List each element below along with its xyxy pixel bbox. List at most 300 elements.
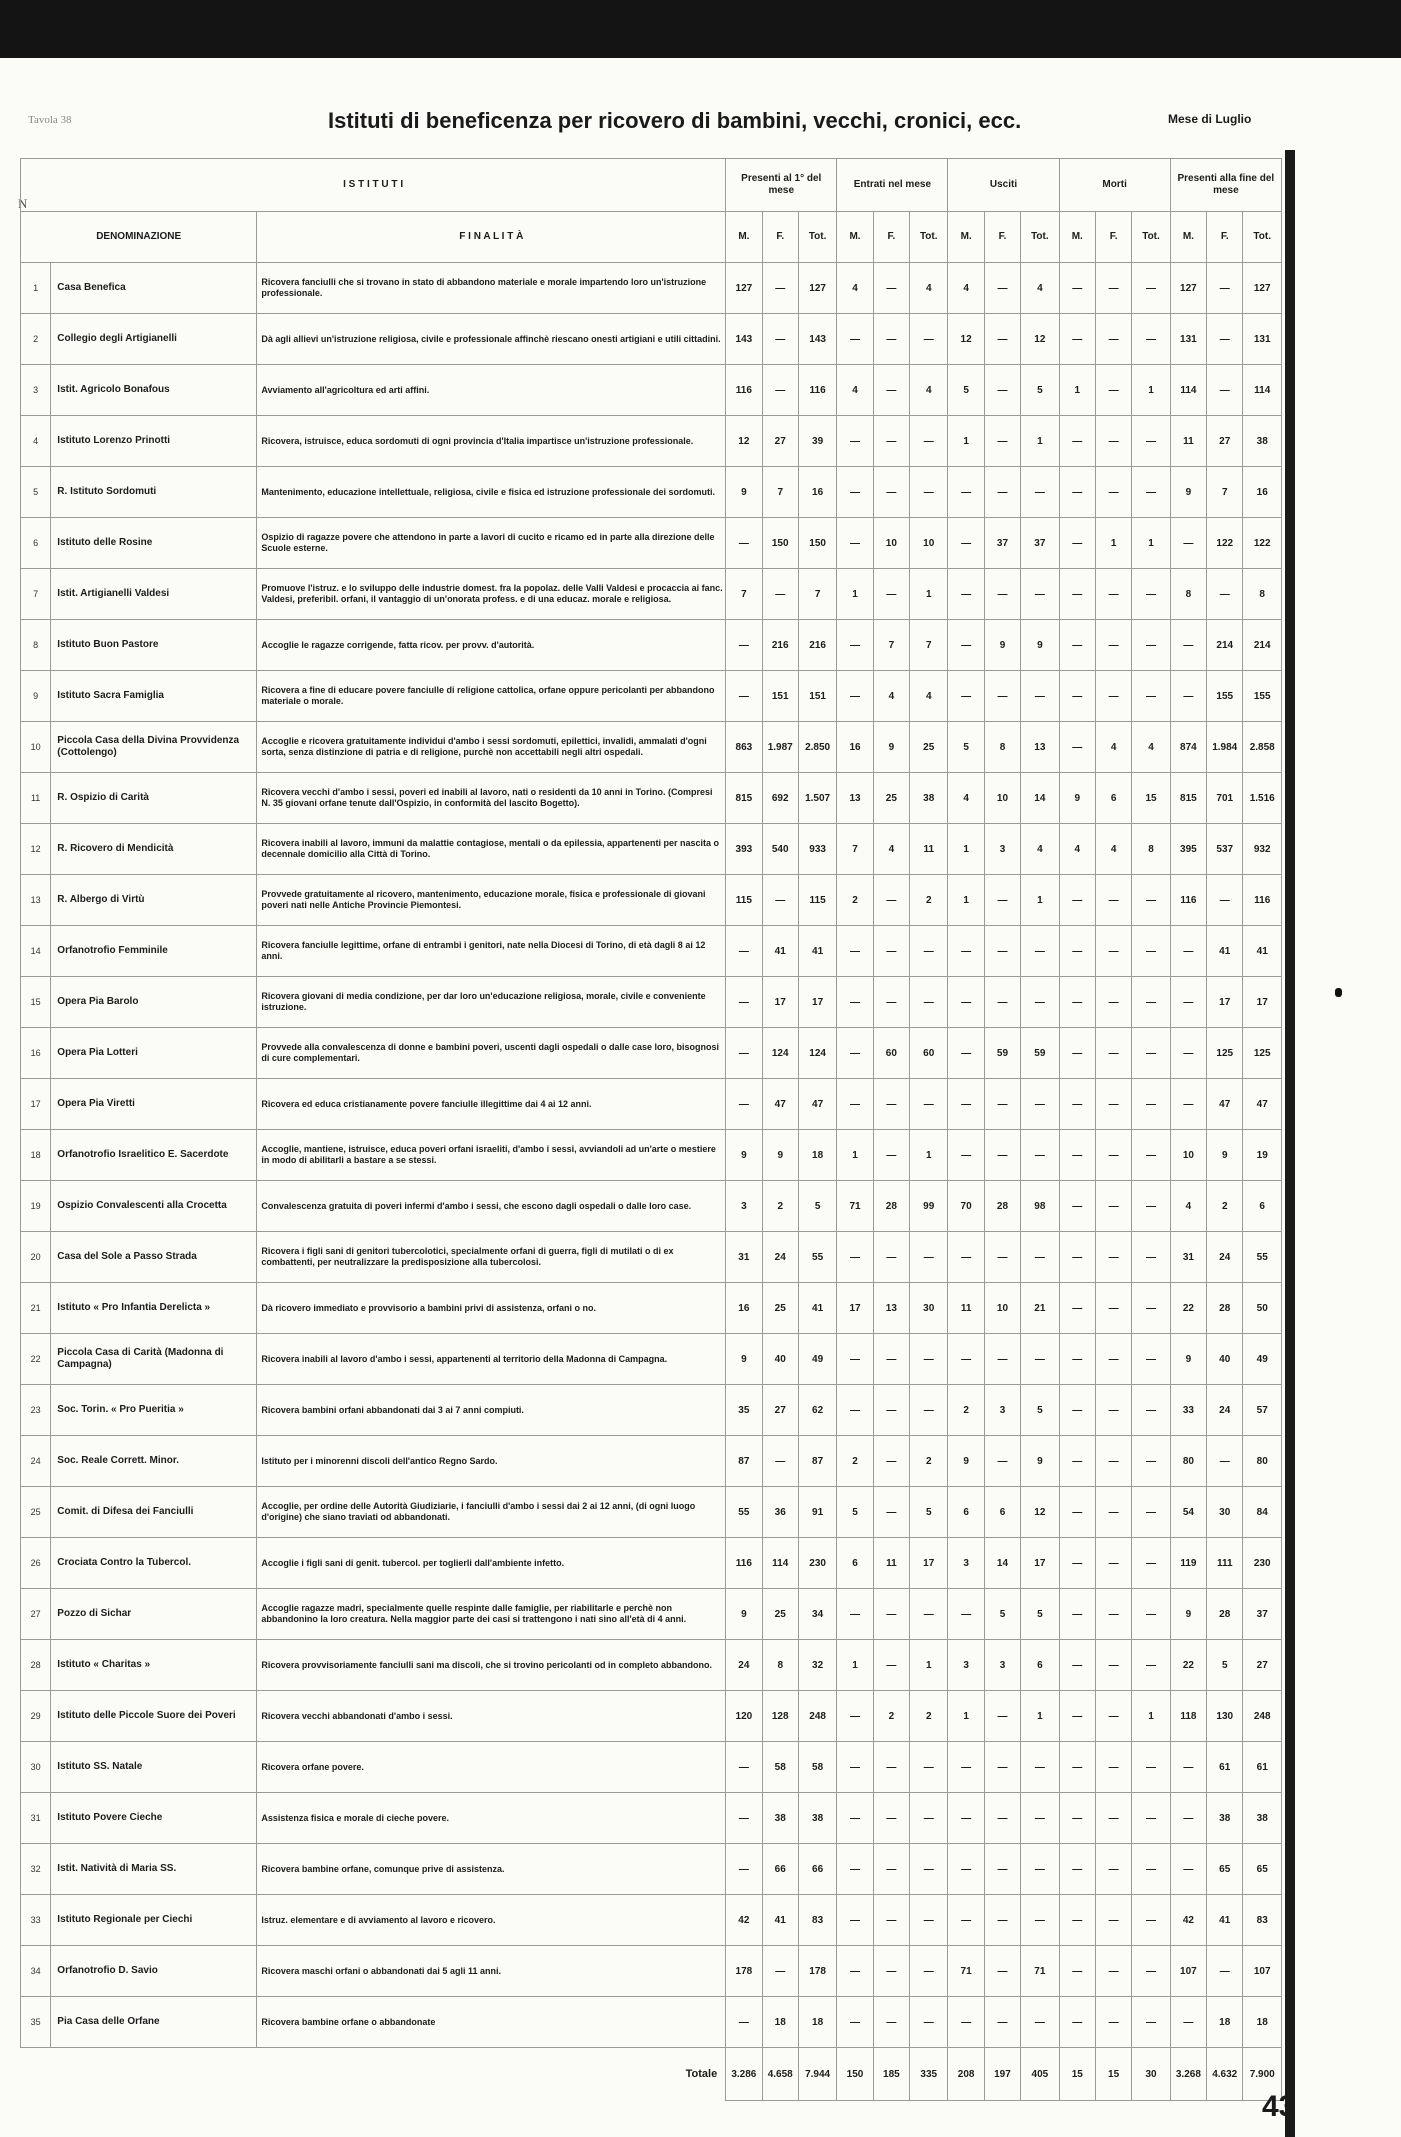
value-cell: 99 [910, 1181, 948, 1232]
institute-name: Soc. Reale Corrett. Minor. [51, 1436, 257, 1487]
value-cell: 214 [1207, 620, 1243, 671]
value-cell: 17 [1207, 977, 1243, 1028]
table-row [21, 569, 1282, 620]
value-cell: — [1095, 1028, 1131, 1079]
subheader-tot: Tot. [1243, 212, 1282, 263]
value-cell: 41 [762, 1895, 798, 1946]
value-cell: — [1095, 671, 1131, 722]
value-cell: 16 [837, 722, 873, 773]
value-cell: 5 [984, 1589, 1020, 1640]
page-number: 43 [1262, 2090, 1296, 2123]
value-cell: 13 [873, 1283, 909, 1334]
row-number: 3 [21, 365, 51, 416]
value-cell: 692 [762, 773, 798, 824]
total-cell: 3.286 [726, 2048, 762, 2101]
row-number: 15 [21, 977, 51, 1028]
institute-name: Istituto delle Piccole Suore dei Poveri [51, 1691, 257, 1742]
value-cell: — [1095, 875, 1131, 926]
value-cell: 59 [1021, 1028, 1059, 1079]
value-cell: — [984, 1130, 1020, 1181]
institute-purpose: Ricovera bambine orfane o abbandonate [257, 1997, 726, 2048]
value-cell: 16 [726, 1283, 762, 1334]
value-cell: 22 [1170, 1283, 1206, 1334]
value-cell: 1 [948, 824, 984, 875]
value-cell: 4 [910, 263, 948, 314]
value-cell: — [1095, 1436, 1131, 1487]
value-cell: — [873, 1079, 909, 1130]
table-row [21, 1946, 1282, 1997]
value-cell: — [984, 314, 1020, 365]
header-group-presenti-fine: Presenti alla fine del mese [1170, 159, 1281, 212]
value-cell: — [873, 569, 909, 620]
value-cell: — [1095, 1691, 1131, 1742]
value-cell: — [1059, 1028, 1095, 1079]
value-cell: 1 [1021, 1691, 1059, 1742]
value-cell: — [873, 1844, 909, 1895]
value-cell: 3 [984, 824, 1020, 875]
value-cell: 143 [798, 314, 836, 365]
value-cell: 127 [726, 263, 762, 314]
institute-name: Orfanotrofio Israelitico E. Sacerdote [51, 1130, 257, 1181]
value-cell: 25 [762, 1589, 798, 1640]
value-cell: 41 [1243, 926, 1282, 977]
month-label: Mese di Luglio [1168, 112, 1252, 126]
subheader-m: M. [1059, 212, 1095, 263]
header-istituti: I S T I T U T I [21, 159, 726, 212]
table-row [21, 1232, 1282, 1283]
value-cell: — [762, 314, 798, 365]
value-cell: — [1132, 314, 1170, 365]
value-cell: 59 [984, 1028, 1020, 1079]
institute-name: Istituto « Charitas » [51, 1640, 257, 1691]
value-cell: 9 [1059, 773, 1095, 824]
value-cell: — [726, 1844, 762, 1895]
value-cell: — [1059, 416, 1095, 467]
value-cell: 17 [1243, 977, 1282, 1028]
value-cell: — [1021, 1844, 1059, 1895]
value-cell: 4 [1095, 722, 1131, 773]
value-cell: 55 [726, 1487, 762, 1538]
value-cell: — [762, 875, 798, 926]
value-cell: — [837, 1385, 873, 1436]
value-cell: — [1095, 1997, 1131, 2048]
value-cell: — [1095, 1589, 1131, 1640]
row-number: 35 [21, 1997, 51, 2048]
table-row [21, 722, 1282, 773]
value-cell: — [1059, 263, 1095, 314]
value-cell: — [873, 977, 909, 1028]
value-cell: 14 [1021, 773, 1059, 824]
totals-label: Totale [685, 2068, 718, 2081]
value-cell: — [1021, 1997, 1059, 2048]
value-cell: — [910, 467, 948, 518]
value-cell: — [873, 263, 909, 314]
value-cell: 155 [1243, 671, 1282, 722]
value-cell: — [1132, 1181, 1170, 1232]
value-cell: 11 [1170, 416, 1206, 467]
value-cell: 8 [1170, 569, 1206, 620]
value-cell: 25 [762, 1283, 798, 1334]
value-cell: 12 [948, 314, 984, 365]
value-cell: 61 [1207, 1742, 1243, 1793]
table-row [21, 1385, 1282, 1436]
value-cell: 47 [762, 1079, 798, 1130]
value-cell: — [948, 1844, 984, 1895]
value-cell: 38 [1243, 416, 1282, 467]
value-cell: 71 [948, 1946, 984, 1997]
value-cell: — [1132, 1997, 1170, 2048]
value-cell: — [1021, 1895, 1059, 1946]
row-number: 8 [21, 620, 51, 671]
value-cell: 42 [726, 1895, 762, 1946]
row-number: 5 [21, 467, 51, 518]
table-row [21, 416, 1282, 467]
value-cell: — [1132, 1589, 1170, 1640]
value-cell: — [948, 1079, 984, 1130]
value-cell: — [837, 1946, 873, 1997]
value-cell: 70 [948, 1181, 984, 1232]
value-cell: 40 [1207, 1334, 1243, 1385]
total-cell: 4.658 [762, 2048, 798, 2101]
value-cell: 1 [1059, 365, 1095, 416]
value-cell: 116 [798, 365, 836, 416]
value-cell: — [726, 926, 762, 977]
value-cell: 27 [762, 416, 798, 467]
value-cell: — [1095, 1793, 1131, 1844]
value-cell: 151 [798, 671, 836, 722]
institute-purpose: Ospizio di ragazze povere che attendono in parte a lavori di cucito e ricamo ed in parte alla direzione delle Scuole esterne. [257, 518, 726, 569]
value-cell: — [1059, 620, 1095, 671]
value-cell: — [873, 1589, 909, 1640]
subheader-f: F. [984, 212, 1020, 263]
value-cell: — [1207, 569, 1243, 620]
table-row [21, 977, 1282, 1028]
row-number: 17 [21, 1079, 51, 1130]
value-cell: 87 [798, 1436, 836, 1487]
row-number: 14 [21, 926, 51, 977]
value-cell: 5 [1021, 1385, 1059, 1436]
value-cell: 2 [762, 1181, 798, 1232]
value-cell: — [873, 1385, 909, 1436]
value-cell: 1.987 [762, 722, 798, 773]
value-cell: 111 [1207, 1538, 1243, 1589]
value-cell: — [1132, 1436, 1170, 1487]
institute-name: Collegio degli Artigianelli [51, 314, 257, 365]
value-cell: — [837, 671, 873, 722]
institute-purpose: Ricovera fanciulle legittime, orfane di entrambi i genitori, nate nella Diocesi di Torino, di età dagli 8 ai 12 anni. [257, 926, 726, 977]
value-cell: — [984, 365, 1020, 416]
value-cell: 34 [798, 1589, 836, 1640]
value-cell: 28 [1207, 1589, 1243, 1640]
value-cell: 9 [1021, 1436, 1059, 1487]
value-cell: 47 [798, 1079, 836, 1130]
value-cell: 178 [798, 1946, 836, 1997]
value-cell: 540 [762, 824, 798, 875]
institute-name: Pia Casa delle Orfane [51, 1997, 257, 2048]
institute-name: Piccola Casa di Carità (Madonna di Campagna) [51, 1334, 257, 1385]
value-cell: 114 [762, 1538, 798, 1589]
value-cell: — [1095, 314, 1131, 365]
row-number: 25 [21, 1487, 51, 1538]
value-cell: — [984, 263, 1020, 314]
value-cell: — [837, 977, 873, 1028]
value-cell: — [762, 1436, 798, 1487]
value-cell: — [837, 1079, 873, 1130]
value-cell: 7 [726, 569, 762, 620]
institute-name: R. Ricovero di Mendicità [51, 824, 257, 875]
institute-purpose: Accoglie i figli sani di genit. tubercol. per toglierli dall'ambiente infetto. [257, 1538, 726, 1589]
value-cell: — [1059, 518, 1095, 569]
value-cell: — [948, 1997, 984, 2048]
value-cell: — [984, 977, 1020, 1028]
value-cell: — [984, 1895, 1020, 1946]
value-cell: 7 [873, 620, 909, 671]
value-cell: 3 [984, 1640, 1020, 1691]
value-cell: 17 [910, 1538, 948, 1589]
value-cell: — [1059, 875, 1095, 926]
value-cell: 5 [798, 1181, 836, 1232]
value-cell: 58 [798, 1742, 836, 1793]
value-cell: 17 [837, 1283, 873, 1334]
ink-dot [1335, 988, 1342, 997]
value-cell: 28 [873, 1181, 909, 1232]
value-cell: 12 [726, 416, 762, 467]
value-cell: — [984, 1334, 1020, 1385]
value-cell: — [1059, 1436, 1095, 1487]
value-cell: 9 [873, 722, 909, 773]
page-title: Istituti di beneficenza per ricovero di bambini, vecchi, cronici, ecc. [328, 108, 1022, 133]
institute-name: Pozzo di Sichar [51, 1589, 257, 1640]
value-cell: — [1059, 1844, 1095, 1895]
institute-name: Istituto Sacra Famiglia [51, 671, 257, 722]
value-cell: — [1132, 1385, 1170, 1436]
table-row [21, 875, 1282, 926]
value-cell: — [910, 1232, 948, 1283]
institute-name: Casa Benefica [51, 263, 257, 314]
value-cell: 8 [762, 1640, 798, 1691]
value-cell: — [1095, 1538, 1131, 1589]
value-cell: 107 [1170, 1946, 1206, 1997]
institute-purpose: Accoglie, per ordine delle Autorità Giudiziarie, i fanciulli d'ambo i sessi dai 2 ai 12 anni, (di ogni luogo d'origine) che siano traviati od abbandonati. [257, 1487, 726, 1538]
value-cell: 24 [762, 1232, 798, 1283]
institute-name: Istit. Natività di Maria SS. [51, 1844, 257, 1895]
value-cell: 6 [1243, 1181, 1282, 1232]
value-cell: — [1059, 1640, 1095, 1691]
value-cell: 124 [798, 1028, 836, 1079]
value-cell: 31 [726, 1232, 762, 1283]
value-cell: — [1021, 977, 1059, 1028]
institute-purpose: Provvede gratuitamente al ricovero, mantenimento, educazione morale, fisica e professionale di giovani poveri nati nelle Antiche Provincie Piemontesi. [257, 875, 726, 926]
value-cell: — [1207, 1946, 1243, 1997]
value-cell: — [1132, 467, 1170, 518]
table-row [21, 1844, 1282, 1895]
value-cell: 128 [762, 1691, 798, 1742]
table-row [21, 1130, 1282, 1181]
total-cell: 15 [1059, 2048, 1095, 2101]
institute-name: Istit. Agricolo Bonafous [51, 365, 257, 416]
value-cell: 24 [726, 1640, 762, 1691]
value-cell: 130 [1207, 1691, 1243, 1742]
value-cell: 1 [910, 569, 948, 620]
table-row [21, 1028, 1282, 1079]
value-cell: — [1095, 365, 1131, 416]
table-row [21, 773, 1282, 824]
row-number: 10 [21, 722, 51, 773]
value-cell: 1 [837, 1640, 873, 1691]
institute-purpose: Avviamento all'agricoltura ed arti affini. [257, 365, 726, 416]
document-page [0, 58, 1401, 2137]
total-cell: 3.268 [1170, 2048, 1206, 2101]
value-cell: — [910, 977, 948, 1028]
value-cell: 30 [910, 1283, 948, 1334]
value-cell: 18 [798, 1997, 836, 2048]
value-cell: 10 [1170, 1130, 1206, 1181]
institute-purpose: Ricovera i figli sani di genitori tubercolotici, specialmente orfani di guerra, figli di mutilati o di ex combattenti, per neutralizzare la predisposizione alla tubercolosi. [257, 1232, 726, 1283]
row-number: 29 [21, 1691, 51, 1742]
value-cell: 7 [798, 569, 836, 620]
value-cell: 9 [726, 467, 762, 518]
value-cell: 22 [1170, 1640, 1206, 1691]
institute-name: Piccola Casa della Divina Provvidenza (Cottolengo) [51, 722, 257, 773]
value-cell: — [873, 416, 909, 467]
total-cell: 7.944 [798, 2048, 836, 2101]
value-cell: — [910, 1334, 948, 1385]
institute-name: Istituto Buon Pastore [51, 620, 257, 671]
value-cell: 60 [910, 1028, 948, 1079]
total-cell: 185 [873, 2048, 909, 2101]
institute-purpose: Ricovera giovani di media condizione, per dar loro un'educazione religiosa, morale, civile e conveniente istruzione. [257, 977, 726, 1028]
value-cell: 9 [1021, 620, 1059, 671]
value-cell: 3 [948, 1538, 984, 1589]
value-cell: 17 [1021, 1538, 1059, 1589]
value-cell: — [910, 1385, 948, 1436]
value-cell: — [948, 1742, 984, 1793]
value-cell: — [1132, 1793, 1170, 1844]
value-cell: 115 [726, 875, 762, 926]
value-cell: 17 [762, 977, 798, 1028]
value-cell: — [1095, 977, 1131, 1028]
subheader-tot: Tot. [1021, 212, 1059, 263]
institute-name: Istituto Lorenzo Prinotti [51, 416, 257, 467]
value-cell: 3 [984, 1385, 1020, 1436]
corner-mark: N [18, 196, 28, 211]
value-cell: — [984, 1232, 1020, 1283]
value-cell: 127 [798, 263, 836, 314]
value-cell: 6 [984, 1487, 1020, 1538]
institute-purpose: Ricovera vecchi abbandonati d'ambo i sessi. [257, 1691, 726, 1742]
value-cell: — [873, 926, 909, 977]
total-cell: 150 [837, 2048, 873, 2101]
value-cell: 6 [837, 1538, 873, 1589]
value-cell: 13 [837, 773, 873, 824]
value-cell: 27 [1243, 1640, 1282, 1691]
value-cell: 1 [948, 875, 984, 926]
value-cell: — [984, 1946, 1020, 1997]
value-cell: — [948, 1895, 984, 1946]
value-cell: 150 [798, 518, 836, 569]
value-cell: — [1132, 1538, 1170, 1589]
value-cell: — [1095, 1079, 1131, 1130]
value-cell: — [837, 1028, 873, 1079]
value-cell: — [726, 977, 762, 1028]
value-cell: — [873, 1487, 909, 1538]
value-cell: — [1095, 467, 1131, 518]
value-cell: — [1095, 1334, 1131, 1385]
institute-name: Casa del Sole a Passo Strada [51, 1232, 257, 1283]
value-cell: 114 [1170, 365, 1206, 416]
value-cell: 4 [873, 671, 909, 722]
value-cell: — [726, 1742, 762, 1793]
value-cell: 37 [1021, 518, 1059, 569]
value-cell: — [1095, 1130, 1131, 1181]
value-cell: 4 [910, 671, 948, 722]
value-cell: 5 [948, 365, 984, 416]
value-cell: — [1207, 365, 1243, 416]
value-cell: — [1059, 1334, 1095, 1385]
value-cell: — [1095, 1844, 1131, 1895]
value-cell: 5 [1021, 365, 1059, 416]
value-cell: — [1059, 671, 1095, 722]
value-cell: — [1059, 1895, 1095, 1946]
institute-purpose: Ricovera orfane povere. [257, 1742, 726, 1793]
value-cell: 4 [1170, 1181, 1206, 1232]
value-cell: 24 [1207, 1385, 1243, 1436]
institute-name: R. Albergo di Virtù [51, 875, 257, 926]
value-cell: — [1059, 569, 1095, 620]
value-cell: — [984, 926, 1020, 977]
value-cell: 27 [762, 1385, 798, 1436]
total-cell: 208 [948, 2048, 984, 2101]
value-cell: — [1170, 926, 1206, 977]
scan-right-border [1285, 150, 1295, 2137]
value-cell: 37 [1243, 1589, 1282, 1640]
value-cell: — [1021, 1079, 1059, 1130]
institute-purpose: Ricovera ed educa cristianamente povere fanciulle illegittime dai 4 ai 12 anni. [257, 1079, 726, 1130]
value-cell: 47 [1243, 1079, 1282, 1130]
value-cell: 35 [726, 1385, 762, 1436]
value-cell: 2 [837, 875, 873, 926]
value-cell: — [837, 1334, 873, 1385]
value-cell: — [873, 1130, 909, 1181]
value-cell: 8 [984, 722, 1020, 773]
value-cell: — [1132, 977, 1170, 1028]
value-cell: — [726, 620, 762, 671]
value-cell: 4 [1021, 824, 1059, 875]
value-cell: 151 [762, 671, 798, 722]
institute-purpose: Provvede alla convalescenza di donne e bambini poveri, uscenti dagli ospedali o dalle case loro, bisognosi di cure complementari. [257, 1028, 726, 1079]
value-cell: — [1132, 1946, 1170, 1997]
subheader-m: M. [948, 212, 984, 263]
table-row [21, 671, 1282, 722]
value-cell: — [762, 365, 798, 416]
value-cell: 38 [1243, 1793, 1282, 1844]
value-cell: — [837, 1589, 873, 1640]
value-cell: 71 [1021, 1946, 1059, 1997]
value-cell: 30 [1207, 1487, 1243, 1538]
value-cell: — [726, 1079, 762, 1130]
value-cell: — [1021, 1793, 1059, 1844]
value-cell: 38 [798, 1793, 836, 1844]
institute-purpose: Ricovera a fine di educare povere fanciulle di religione cattolica, orfane oppure pericolanti per abbandono materiale o morale. [257, 671, 726, 722]
value-cell: — [873, 1232, 909, 1283]
value-cell: 19 [1243, 1130, 1282, 1181]
table-row [21, 1640, 1282, 1691]
value-cell: — [1059, 1232, 1095, 1283]
value-cell: 1 [910, 1640, 948, 1691]
value-cell: 65 [1207, 1844, 1243, 1895]
value-cell: 18 [1243, 1997, 1282, 2048]
value-cell: — [1132, 1742, 1170, 1793]
